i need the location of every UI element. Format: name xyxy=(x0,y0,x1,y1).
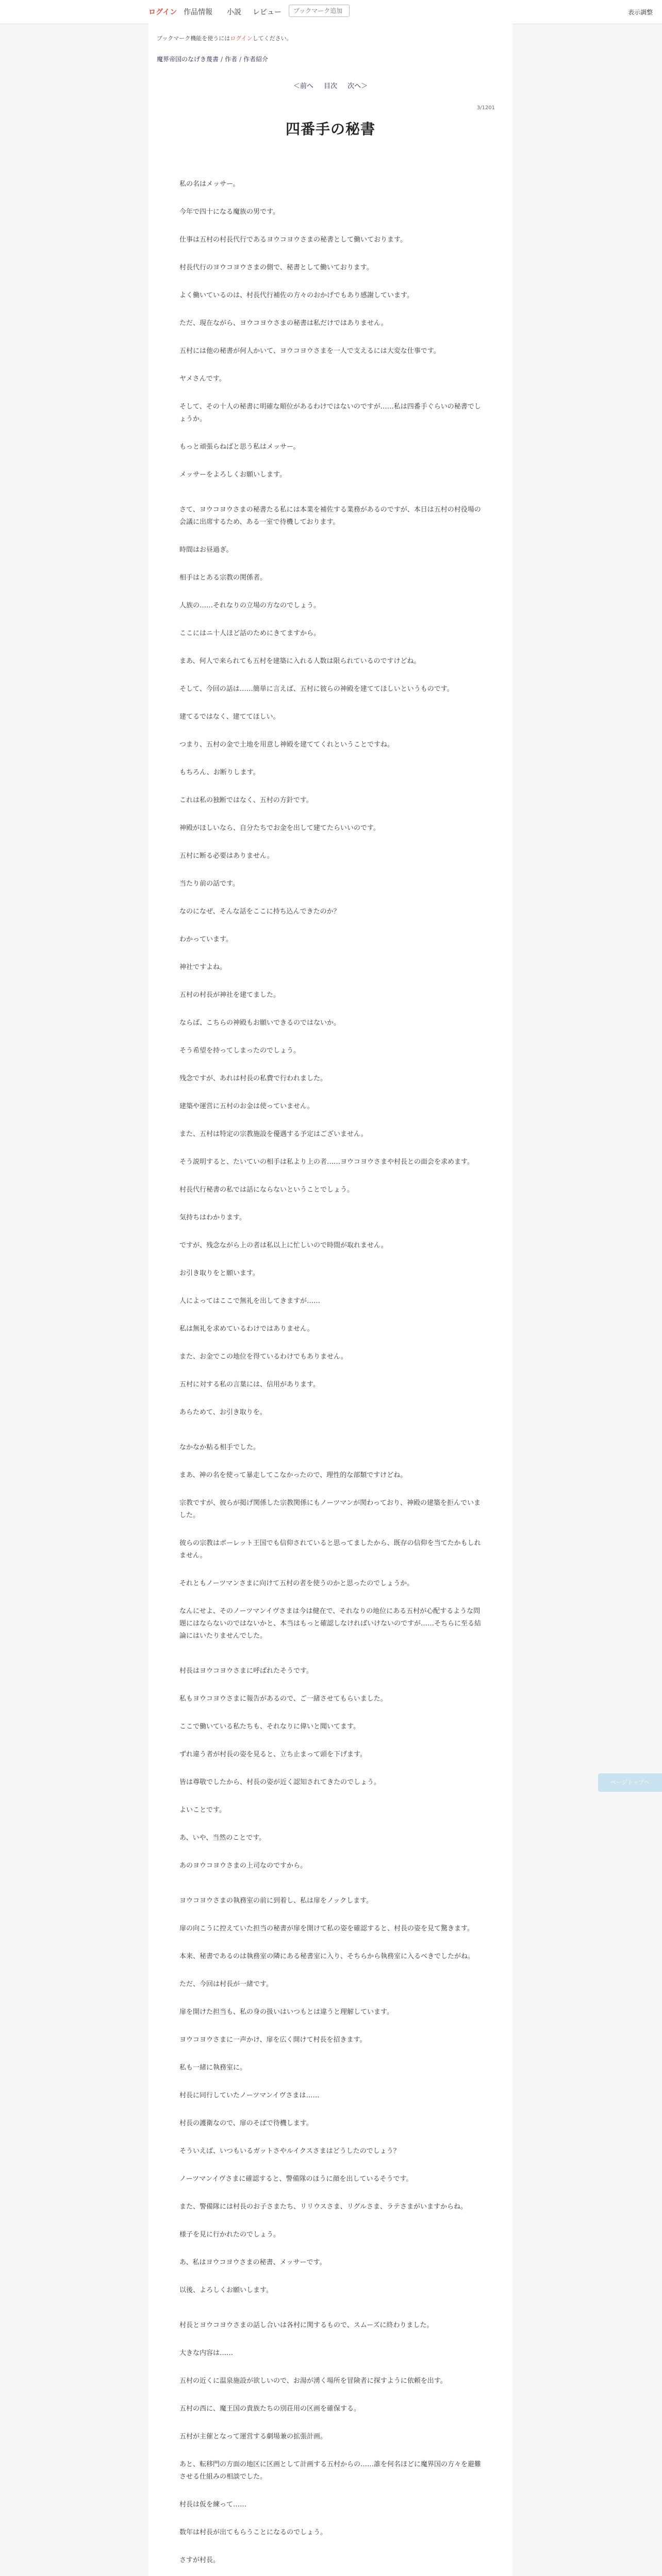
novel-paragraph: あらためて、お引き取りを。 xyxy=(179,1409,267,1416)
novel-paragraph: つまり、五村の金で土地を用意し神殿を建ててくれということですね。 xyxy=(179,741,394,749)
novel-paragraph: メッサーをよろしくお願いします。 xyxy=(179,471,286,479)
bookmark-login-link[interactable]: ログイン xyxy=(230,35,253,42)
next-chapter-link[interactable]: 次へ＞ xyxy=(347,82,368,90)
chapter-number: 3/1201 xyxy=(476,105,495,111)
novel-paragraph: それともノーツマンさまに向けて五村の者を使うのかと思ったのでしょうか。 xyxy=(179,1580,414,1587)
bookmark-note-text: ブックマーク機能を使うには xyxy=(157,35,230,42)
chapter-title: 四番手の秘書 xyxy=(285,121,375,138)
novel-paragraph: また、警備隊には村長のお子さまたち、リリウスさま、リグルさま、ラテさまがいますからね。 xyxy=(179,2203,467,2211)
novel-paragraph: 私も一緒に執務室に。 xyxy=(179,2064,247,2072)
novel-paragraph: もちろん、お断りします。 xyxy=(179,769,260,776)
chapter-nav xyxy=(148,80,512,90)
novel-paragraph: 仕事は五村の村長代行であるヨウコヨウさまの秘書として働いております。 xyxy=(179,236,407,244)
novel-paragraph: また、お金でこの地位を得ているわけでもありません。 xyxy=(179,1353,347,1361)
novel-paragraph: 建てるではなく、建ててほしい。 xyxy=(179,713,280,721)
novel-paragraph: 村長はヨウコヨウさまに呼ばれたそうです。 xyxy=(179,1667,313,1675)
novel-paragraph: そういえば、いつもいるガットさやルイクスさまはどうしたのでしょう？ xyxy=(179,2147,400,2155)
novel-paragraph: 私の名はメッサー。 xyxy=(179,180,240,188)
novel-paragraph: まあ、神の名を使って暴走してこなかったので、理性的な部類ですけどね。 xyxy=(179,1471,407,1479)
novel-paragraph: 村長は仮を練って…… xyxy=(179,2501,247,2509)
novel-paragraph: 大きな内容は…… xyxy=(179,2349,234,2357)
novel-paragraph: 彼らの宗教はボーレット王国でも信仰されていると思ってましたから、既存の信仰を当てたかもしれません。 xyxy=(179,1539,481,1560)
login-link[interactable]: ログイン xyxy=(148,8,177,16)
novel-paragraph: さすが村長。 xyxy=(179,2556,220,2564)
novel-paragraph: そして、その十人の秘書に明確な順位があるわけではないのですが……私は四番手ぐらいの秘書でしょうか。 xyxy=(179,403,481,423)
novel-paragraph: 気持ちはわかります。 xyxy=(179,1214,246,1222)
novel-paragraph: 本来、秘書であるのは執務室の隣にある秘書室に入り、そちらから執務室に入るべきでしたがね。 xyxy=(179,1953,475,1960)
novel-paragraph: 当たり前の話です。 xyxy=(179,880,239,888)
bookmark-input[interactable] xyxy=(289,5,350,17)
novel-paragraph: そう希望を持ってしまったのでしょう。 xyxy=(179,1047,301,1055)
novel-paragraph: さて、ヨウコヨウさまの秘書たる私には本業を補佐する業務があるのですが、本日は五村の村役場の会議に出席するため、ある一室で待機しております。 xyxy=(179,506,481,526)
novel-paragraph: ヤメさんです。 xyxy=(179,375,226,383)
novel-paragraph: なかなか粘る相手でした。 xyxy=(179,1444,260,1451)
novel-paragraph: 皆は尊敬でしたから、村長の姿が近く認知されてきたのでしょう。 xyxy=(179,1778,381,1786)
novel-paragraph: 村長代行のヨウコヨウさまの側で、秘書として働いております。 xyxy=(179,264,373,272)
novel-paragraph: わかっています。 xyxy=(179,936,233,943)
nav-item-work-info[interactable]: 作品情報 xyxy=(184,8,212,16)
novel-paragraph: 村長に同行していたノーツマンイヴさまは…… xyxy=(179,2092,320,2099)
novel-paragraph: 扉を開けた担当も、私の身の扱いはいつもとは違うと理解しています。 xyxy=(179,2008,393,2016)
breadcrumb-author-profile[interactable]: 作者紹介 xyxy=(243,56,269,63)
novel-paragraph: 私もヨウコヨウさまに報告があるので、ご一緒させてもらいました。 xyxy=(179,1695,387,1703)
novel-paragraph: あと、転移門の方面の地区に区画として計画する五村からの……誰を何名ほどに魔界国の方々を避難させる仕組みの相談でした。 xyxy=(179,2461,482,2481)
novel-paragraph: 以後、よろしくお願いします。 xyxy=(179,2286,273,2294)
novel-paragraph: よいことです。 xyxy=(179,1806,226,1814)
novel-paragraph: ただ、現在ながら、ヨウコヨウさまの秘書は私だけではありません。 xyxy=(179,319,388,327)
main-content xyxy=(148,24,512,2576)
breadcrumb-author[interactable]: 作者 xyxy=(225,56,238,63)
novel-paragraph: 五村には他の秘書が何人かいて、ヨウコヨウさまを一人で支えるには大変な仕事です。 xyxy=(179,347,440,355)
novel-paragraph: お引き取りをと願います。 xyxy=(179,1269,259,1277)
page-top-button[interactable]: ページトップへ xyxy=(598,1773,662,1792)
novel-paragraph: なんにせよ、そのノーツマンイヴさまは今は健在で、それなりの地位にある五村が心配するような問題にはならないのではないかと、本当はもっと確認しなければいけないのですが……そちらに至る結論にはいたりませんでした。 xyxy=(179,1607,482,1640)
nav-item-review[interactable]: レビュー xyxy=(253,8,282,16)
novel-paragraph: 五村の西に、魔王国の貴族たちの別荘用の区画を確保する。 xyxy=(179,2405,361,2413)
novel-paragraph: 私は無礼を求めているわけではありません。 xyxy=(179,1325,314,1333)
novel-paragraph: 扉の向こうに控えていた担当の秘書が扉を開けて私の姿を確認すると、村長の姿を見て驚きます。 xyxy=(179,1925,474,1933)
novel-paragraph: あ、いや、当然のことです。 xyxy=(179,1834,266,1842)
novel-paragraph: ノーツマンイヴさまに確認すると、警備隊のほうに顔を出しているそうです。 xyxy=(179,2175,413,2183)
bookmark-note-suffix: してください。 xyxy=(252,35,292,42)
novel-paragraph: あ、私はヨウコヨウさまの秘書、メッサーです。 xyxy=(179,2259,326,2266)
novel-paragraph: 村長代行秘書の私では話にならないということでしょう。 xyxy=(179,1186,354,1194)
novel-paragraph: 五村に断る必要はありません。 xyxy=(179,852,274,860)
novel-paragraph: あのヨウコヨウさまの上司なのですから。 xyxy=(179,1862,307,1870)
prev-chapter-link[interactable]: ＜前へ xyxy=(293,82,313,90)
novel-paragraph: 村長とヨウコヨウさまの話し合いは各村に関するもので、スムーズに終わりました。 xyxy=(179,2321,434,2329)
display-settings-link[interactable]: 表示調整 xyxy=(628,9,653,16)
novel-paragraph: ですが、残念ながら上の者は私以上に忙しいので時間が取れません。 xyxy=(179,1242,388,1249)
novel-paragraph: もっと頑張らねばと思う私はメッサー。 xyxy=(179,443,300,451)
novel-paragraph: そして、今回の話は……簡単に言えば、五村に彼らの神殿を建ててほしいというものです。 xyxy=(179,685,454,693)
novel-paragraph: 宗教ですが、彼らが掲げ関係した宗教関係にもノーツマンが関わっており、神殿の建築を拒んでいました。 xyxy=(179,1499,481,1519)
novel-paragraph: 五村の近くに温泉施設が欲しいので、お湯が湧く場所を冒険者に探すように依頼を出す。 xyxy=(179,2377,447,2385)
novel-paragraph: 村長の護衛なので、扉のそばで待機します。 xyxy=(179,2120,313,2127)
novel-paragraph: 建築や運営に五村のお金は使っていません。 xyxy=(179,1103,314,1110)
novel-paragraph: 五村に対する私の言葉には、信用があります。 xyxy=(179,1381,320,1388)
novel-paragraph: 人によってはここで無礼を出してきますが…… xyxy=(179,1297,321,1305)
novel-paragraph: なのになぜ、そんな話をここに持ち込んできたのか？ xyxy=(179,908,340,916)
novel-paragraph: ここにはニ十人ほど話のためにきてますから。 xyxy=(179,630,321,637)
novel-paragraph: 様子を見に行かれたのでしょう。 xyxy=(179,2231,280,2239)
novel-paragraph: ヨウコヨウさまの執務室の前に到着し、私は扉をノックします。 xyxy=(179,1897,373,1905)
toc-link[interactable]: 目次 xyxy=(323,82,337,90)
novel-paragraph: 相手はとある宗教の関係者。 xyxy=(179,574,267,582)
top-bar xyxy=(0,0,662,24)
novel-paragraph: 神殿がほしいなら、自分たちでお金を出して建てたらいいのです。 xyxy=(179,824,380,832)
novel-body xyxy=(179,178,484,2576)
breadcrumb: 魔界帝国のなげき蔑書 / 作者 / 作者紹介 xyxy=(157,56,269,63)
novel-paragraph: 人族の……それなりの立場の方なのでしょう。 xyxy=(179,602,321,609)
nav-item-novel[interactable]: 小説 xyxy=(227,8,241,16)
novel-paragraph: 五村の村長が神社を建てました。 xyxy=(179,991,280,999)
novel-paragraph: ヨウコヨウさまに一声かけ、扉を広く開けて村長を招きます。 xyxy=(179,2036,367,2044)
novel-paragraph: 今年で四十になる魔族の男です。 xyxy=(179,208,279,216)
novel-paragraph: ただ、今回は村長が一緒です。 xyxy=(179,1980,273,1988)
novel-paragraph: 神社ですよね。 xyxy=(179,963,227,971)
novel-paragraph: これは私の独断ではなく、五村の方針です。 xyxy=(179,796,313,804)
novel-paragraph: 時間はお昼過ぎ。 xyxy=(179,546,233,554)
breadcrumb-series[interactable]: 魔界帝国のなげき蔑書 xyxy=(157,56,219,63)
novel-paragraph: ここで働いている私たちも、それなりに偉いと聞いてます。 xyxy=(179,1723,360,1731)
novel-paragraph: よく働いているのは、村長代行補佐の方々のおかげでもあり感謝しています。 xyxy=(179,292,413,299)
novel-paragraph: 数年は村長が出てもらうことになるのでしょう。 xyxy=(179,2529,327,2536)
novel-paragraph: 残念ですが、あれは村長の私費で行われました。 xyxy=(179,1075,327,1082)
novel-paragraph: ならば、こちらの神殿もお願いできるのではないか。 xyxy=(179,1019,341,1027)
bookmark-note xyxy=(157,34,292,42)
novel-paragraph: また、五村は特定の宗教施設を優遇する予定はございません。 xyxy=(179,1130,368,1138)
novel-paragraph: そう説明すると、たいていの相手は私より上の者……ヨウコヨウさまや村長との面会を求めます。 xyxy=(179,1158,474,1166)
novel-paragraph: ずれ違う者が村長の姿を見ると、立ち止まって頭を下げます。 xyxy=(179,1751,367,1758)
novel-paragraph: 五村が主催となって運営する劇場兼の拡張計画。 xyxy=(179,2433,327,2441)
novel-paragraph: まあ、何人で来られても五村を建築に入れる人数は限られているのですけどね。 xyxy=(179,657,421,665)
